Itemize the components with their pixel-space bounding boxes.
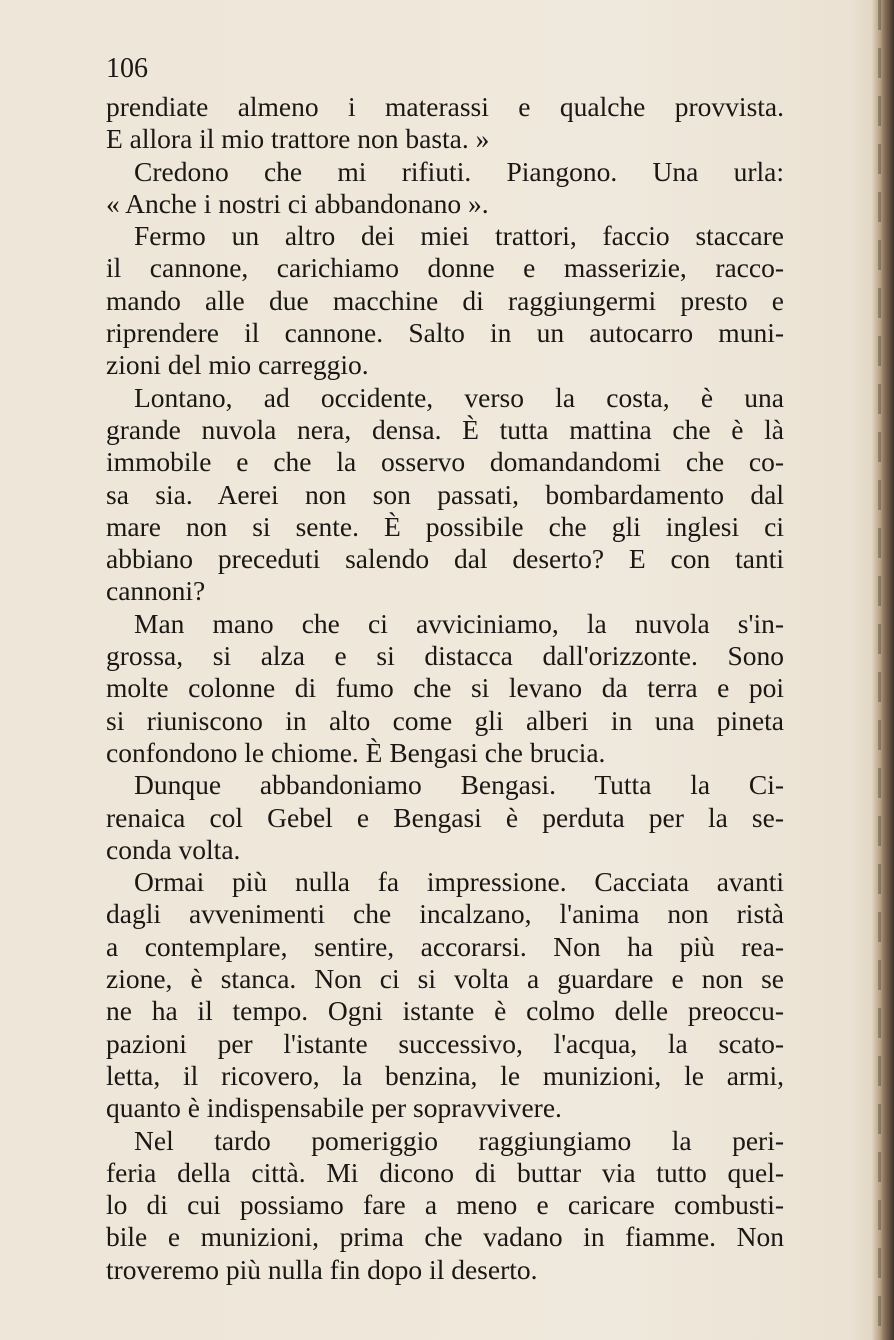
text-line: bile e munizioni, prima che vadano in fiamme. Non [106, 1221, 784, 1253]
text-line: zioni del mio carreggio. [106, 349, 369, 381]
text-line: Lontano, ad occidente, verso la costa, è una [134, 381, 784, 413]
text-line: conda volta. [106, 833, 241, 865]
text-line: mando alle due macchine di raggiungermi presto e [106, 284, 784, 316]
text-line: troveremo più nulla fin dopo il deserto. [106, 1253, 538, 1285]
page-number: 106 [106, 53, 148, 84]
text-line: zione, è stanca. Non ci si volta a guardare e non se [106, 963, 784, 995]
text-line: confondono le chiome. È Bengasi che brucia. [106, 736, 606, 768]
text-line: letta, il ricovero, la benzina, le munizioni, le armi, [106, 1059, 784, 1091]
text-line: Man mano che ci avviciniamo, la nuvola s'in- [134, 607, 784, 639]
text-line: feria della città. Mi dicono di buttar via tutto quel- [106, 1156, 784, 1188]
text-line: sa sia. Aerei non son passati, bombardamento dal [106, 478, 784, 510]
text-line: E allora il mio trattore non basta. » [106, 123, 490, 155]
text-line: quanto è indispensabile per sopravvivere. [106, 1092, 562, 1124]
text-line: Credono che mi rifiuti. Piangono. Una urla: [134, 155, 784, 187]
text-line: cannoni? [106, 575, 206, 607]
text-line: Dunque abbandoniamo Bengasi. Tutta la Ci- [134, 769, 784, 801]
book-spine-edge [872, 0, 894, 1340]
text-line: il cannone, carichiamo donne e masserizie, racco- [106, 252, 784, 284]
text-line: dagli avvenimenti che incalzano, l'anima non ristà [106, 898, 784, 930]
text-line: abbiano preceduti salendo dal deserto? E con tanti [106, 543, 784, 575]
text-line: grossa, si alza e si distacca dall'orizzonte. Sono [106, 640, 784, 672]
text-line: pazioni per l'istante successivo, l'acqua, la scato- [106, 1027, 784, 1059]
text-line: molte colonne di fumo che si levano da terra e poi [106, 672, 784, 704]
text-line: Fermo un altro dei miei trattori, faccio staccare [134, 220, 784, 252]
text-line: Ormai più nulla fa impressione. Cacciata avanti [134, 866, 784, 898]
text-line: riprendere il cannone. Salto in un autocarro muni- [106, 317, 784, 349]
text-line: renaica col Gebel e Bengasi è perduta per la se- [106, 801, 784, 833]
text-line: « Anche i nostri ci abbandonano ». [106, 187, 489, 219]
text-line: lo di cui possiamo fare a meno e caricare combusti- [106, 1189, 784, 1221]
text-line: Nel tardo pomeriggio raggiungiamo la peri- [134, 1124, 784, 1156]
text-line: ne ha il tempo. Ogni istante è colmo delle preoccu- [106, 995, 784, 1027]
text-line: mare non si sente. È possibile che gli inglesi ci [106, 510, 784, 542]
text-line: a contemplare, sentire, accorarsi. Non ha più rea- [106, 930, 784, 962]
text-line: grande nuvola nera, densa. È tutta mattina che è là [106, 413, 784, 445]
text-line: immobile e che la osservo domandandomi che co- [106, 446, 784, 478]
body-text [106, 91, 784, 1286]
text-line: si riuniscono in alto come gli alberi in una pineta [106, 704, 784, 736]
text-line: prendiate almeno i materassi e qualche provvista. [106, 91, 784, 122]
